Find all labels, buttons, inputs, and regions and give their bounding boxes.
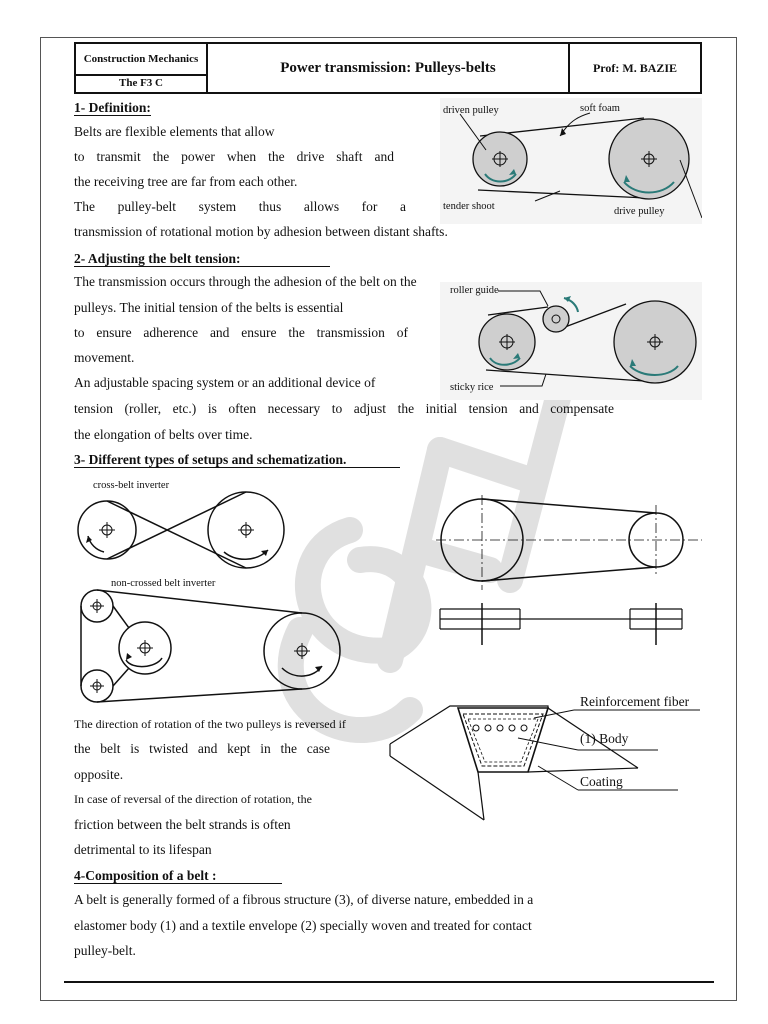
document-title: Power transmission: Pulleys-belts <box>208 44 570 92</box>
label-non-crossed: non-crossed belt inverter <box>111 578 216 589</box>
course-name: Construction Mechanics <box>76 44 206 76</box>
label-reinforcement-fiber: Reinforcement fiber <box>580 694 690 709</box>
label-cross-belt: cross-belt inverter <box>93 480 170 491</box>
heading-setups: 3- Different types of setups and schematization. <box>74 452 400 468</box>
s1-line-5: transmission of rotational motion by adhesion between distant shafts. <box>74 224 448 239</box>
s2-line-5: An adjustable spacing system or an additional device of <box>74 375 376 390</box>
s3-line-1: The direction of rotation of the two pulleys is reversed if <box>74 717 346 731</box>
heading-belt-tension: 2- Adjusting the belt tension: <box>74 251 330 267</box>
label-tender-shoot: tender shoot <box>443 201 495 212</box>
author: Prof: M. BAZIE <box>592 60 678 75</box>
label-roller-guide: roller guide <box>450 285 499 296</box>
s3-line-3: opposite. <box>74 767 124 782</box>
s2-line-4: movement. <box>74 350 135 365</box>
s4-line-3: pulley-belt. <box>74 943 136 958</box>
s3-line-4: In case of reversal of the direction of rotation, the <box>74 792 312 806</box>
class-name: The F3 C <box>119 77 163 89</box>
header-table <box>74 42 702 94</box>
s1-line-3: the receiving tree are far from each other. <box>74 174 298 189</box>
s3-line-2: the belt is twisted and kept in the case <box>74 741 330 756</box>
s2-line-3: to ensure adherence and ensure the transmission of <box>74 325 408 340</box>
label-soft-foam: soft foam <box>580 103 620 114</box>
roller-guide <box>543 306 569 332</box>
label-driven-pulley: driven pulley <box>443 105 499 116</box>
s2-line-7: the elongation of belts over time. <box>74 427 253 442</box>
s4-line-1: A belt is generally formed of a fibrous structure (3), of diverse nature, embedded in a <box>74 892 534 907</box>
label-coating: Coating <box>580 774 623 789</box>
figure-non-crossed-belt <box>74 588 346 708</box>
s1-line-2: to transmit the power when the drive shaft and <box>74 149 394 164</box>
heading-composition: 4-Composition of a belt : <box>74 868 282 884</box>
s3-line-6: detrimental to its lifespan <box>74 842 212 857</box>
s4-line-2: elastomer body (1) and a textile envelope (2) specially woven and treated for contact <box>74 918 532 933</box>
label-drive-pulley: drive pulley <box>614 206 665 217</box>
label-sticky-rice: sticky rice <box>450 382 494 393</box>
s3-line-5: friction between the belt strands is often <box>74 817 291 832</box>
s2-line-2: pulleys. The initial tension of the belts is essential <box>74 300 344 315</box>
figure-cross-belt <box>74 490 294 574</box>
header-left-cell <box>76 44 208 92</box>
s1-line-4: The pulley-belt system thus allows for a <box>74 199 406 214</box>
figure-schematic <box>436 495 706 645</box>
s2-line-1: The transmission occurs through the adhesion of the belt on the <box>74 274 417 289</box>
label-body: (1) Body <box>580 731 629 746</box>
s2-line-6: tension (roller, etc.) is often necessary to adjust the initial tension and compensate <box>74 401 614 416</box>
bottom-rule <box>64 981 714 983</box>
heading-definition: 1- Definition: <box>74 100 151 115</box>
s1-line-1: Belts are flexible elements that allow <box>74 124 275 139</box>
